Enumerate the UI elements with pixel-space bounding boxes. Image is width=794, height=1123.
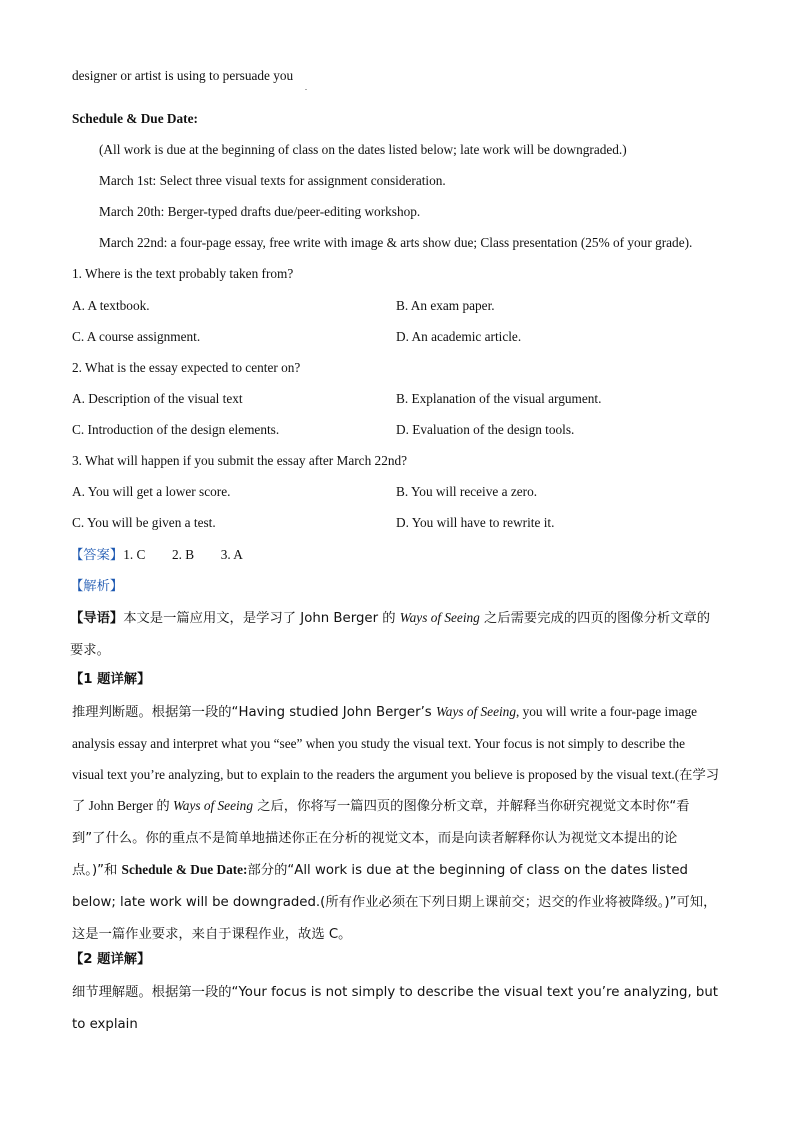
question-stem: 1. Where is the text probably taken from? — [72, 266, 294, 281]
question-stem: 3. What will happen if you submit the essay after March 22nd? — [72, 453, 408, 468]
question-option: A. A textbook. — [72, 298, 150, 313]
schedule-heading: Schedule & Due Date: — [72, 111, 198, 126]
intro-tail-text: designer or artist is using to persuade you — [72, 68, 294, 83]
guide-text: 本文是一篇应用文，是学习了 John Berger 的 — [123, 611, 400, 626]
q1-text: 推理判断题。根据第一段的“Having studied John Berger’s — [72, 705, 436, 720]
question-stem: 2. What is the essay expected to center on? — [72, 360, 301, 375]
q2-detail-paragraph — [72, 976, 720, 1040]
q1-book-title: Ways of Seeing — [172, 798, 253, 813]
q1-bold-ref: Schedule & Due Date: — [121, 862, 248, 877]
schedule-line: March 22nd: a four-page essay, free write with image & arts show due; Class presentation (25% of your grade). — [99, 235, 693, 250]
question-option: D. An academic article. — [396, 329, 522, 344]
question-option: D. Evaluation of the design tools. — [396, 422, 575, 437]
guide-book-title: Ways of Seeing — [399, 610, 480, 625]
q1-text: 部分的“All work is due at the beginning of class on the dates listed below; late work will be downgraded.(所有作业必须在下列日期上课前交；迟交的作业将被降级。)”可知，这是一篇作业要求，来自于课程作业，故选 C。 — [72, 863, 717, 942]
answer-line — [70, 547, 720, 564]
q1-text: , you will write a four-page image analysis essay and interpret what you “see” when you study the visual text. Your focus is not simply to describe the visual text you’re analyzing, but to explain to the readers the argument you believe is proposed by the visual text.(在学习了 John Berger 的 — [72, 704, 720, 813]
intro-tail-mark: . — [305, 83, 307, 92]
question-option: B. You will receive a zero. — [396, 484, 538, 499]
question-option: A. Description of the visual text — [72, 391, 243, 406]
question-option: C. A course assignment. — [72, 329, 201, 344]
question-option: B. Explanation of the visual argument. — [396, 391, 602, 406]
q2-text: 细节理解题。根据第一段的“Your focus is not simply to describe the visual text you’re analyzing, but to explain — [72, 985, 718, 1032]
question-option: C. Introduction of the design elements. — [72, 422, 280, 437]
q1-book-title: Ways of Seeing — [435, 704, 516, 719]
analysis-heading — [70, 578, 720, 595]
question-option: C. You will be given a test. — [72, 515, 216, 530]
schedule-line: (All work is due at the beginning of class on the dates listed below; late work will be downgraded.) — [99, 142, 627, 157]
q2-detail-heading: 【2 题详解】 — [70, 952, 151, 967]
answer-values: 1. C 2. B 3. A — [123, 547, 243, 562]
question-option: A. You will get a lower score. — [72, 484, 231, 499]
question-option: D. You will have to rewrite it. — [396, 515, 555, 530]
answer-tag: 【答案】 — [70, 548, 124, 563]
question-option: B. An exam paper. — [396, 298, 495, 313]
guide-tag: 【导语】 — [70, 611, 124, 626]
guide-paragraph — [70, 602, 718, 666]
guide-text: 之后需要完成的四页的图像分析文章的要求。 — [70, 611, 711, 658]
schedule-line: March 1st: Select three visual texts for assignment consideration. — [99, 173, 446, 188]
q1-text: 之后，你将写一篇四页的图像分析文章，并解释当你研究视觉文本时你“看到”了什么。你的重点不是简单地描述你正在分析的视觉文本，而是向读者解释你认为视觉文本提出的论点。)”和 — [72, 799, 690, 878]
schedule-line: March 20th: Berger-typed drafts due/peer-editing workshop. — [99, 204, 421, 219]
q1-detail-heading: 【1 题详解】 — [70, 672, 151, 687]
q1-detail-paragraph — [72, 696, 720, 950]
analysis-tag: 【解析】 — [70, 579, 124, 594]
